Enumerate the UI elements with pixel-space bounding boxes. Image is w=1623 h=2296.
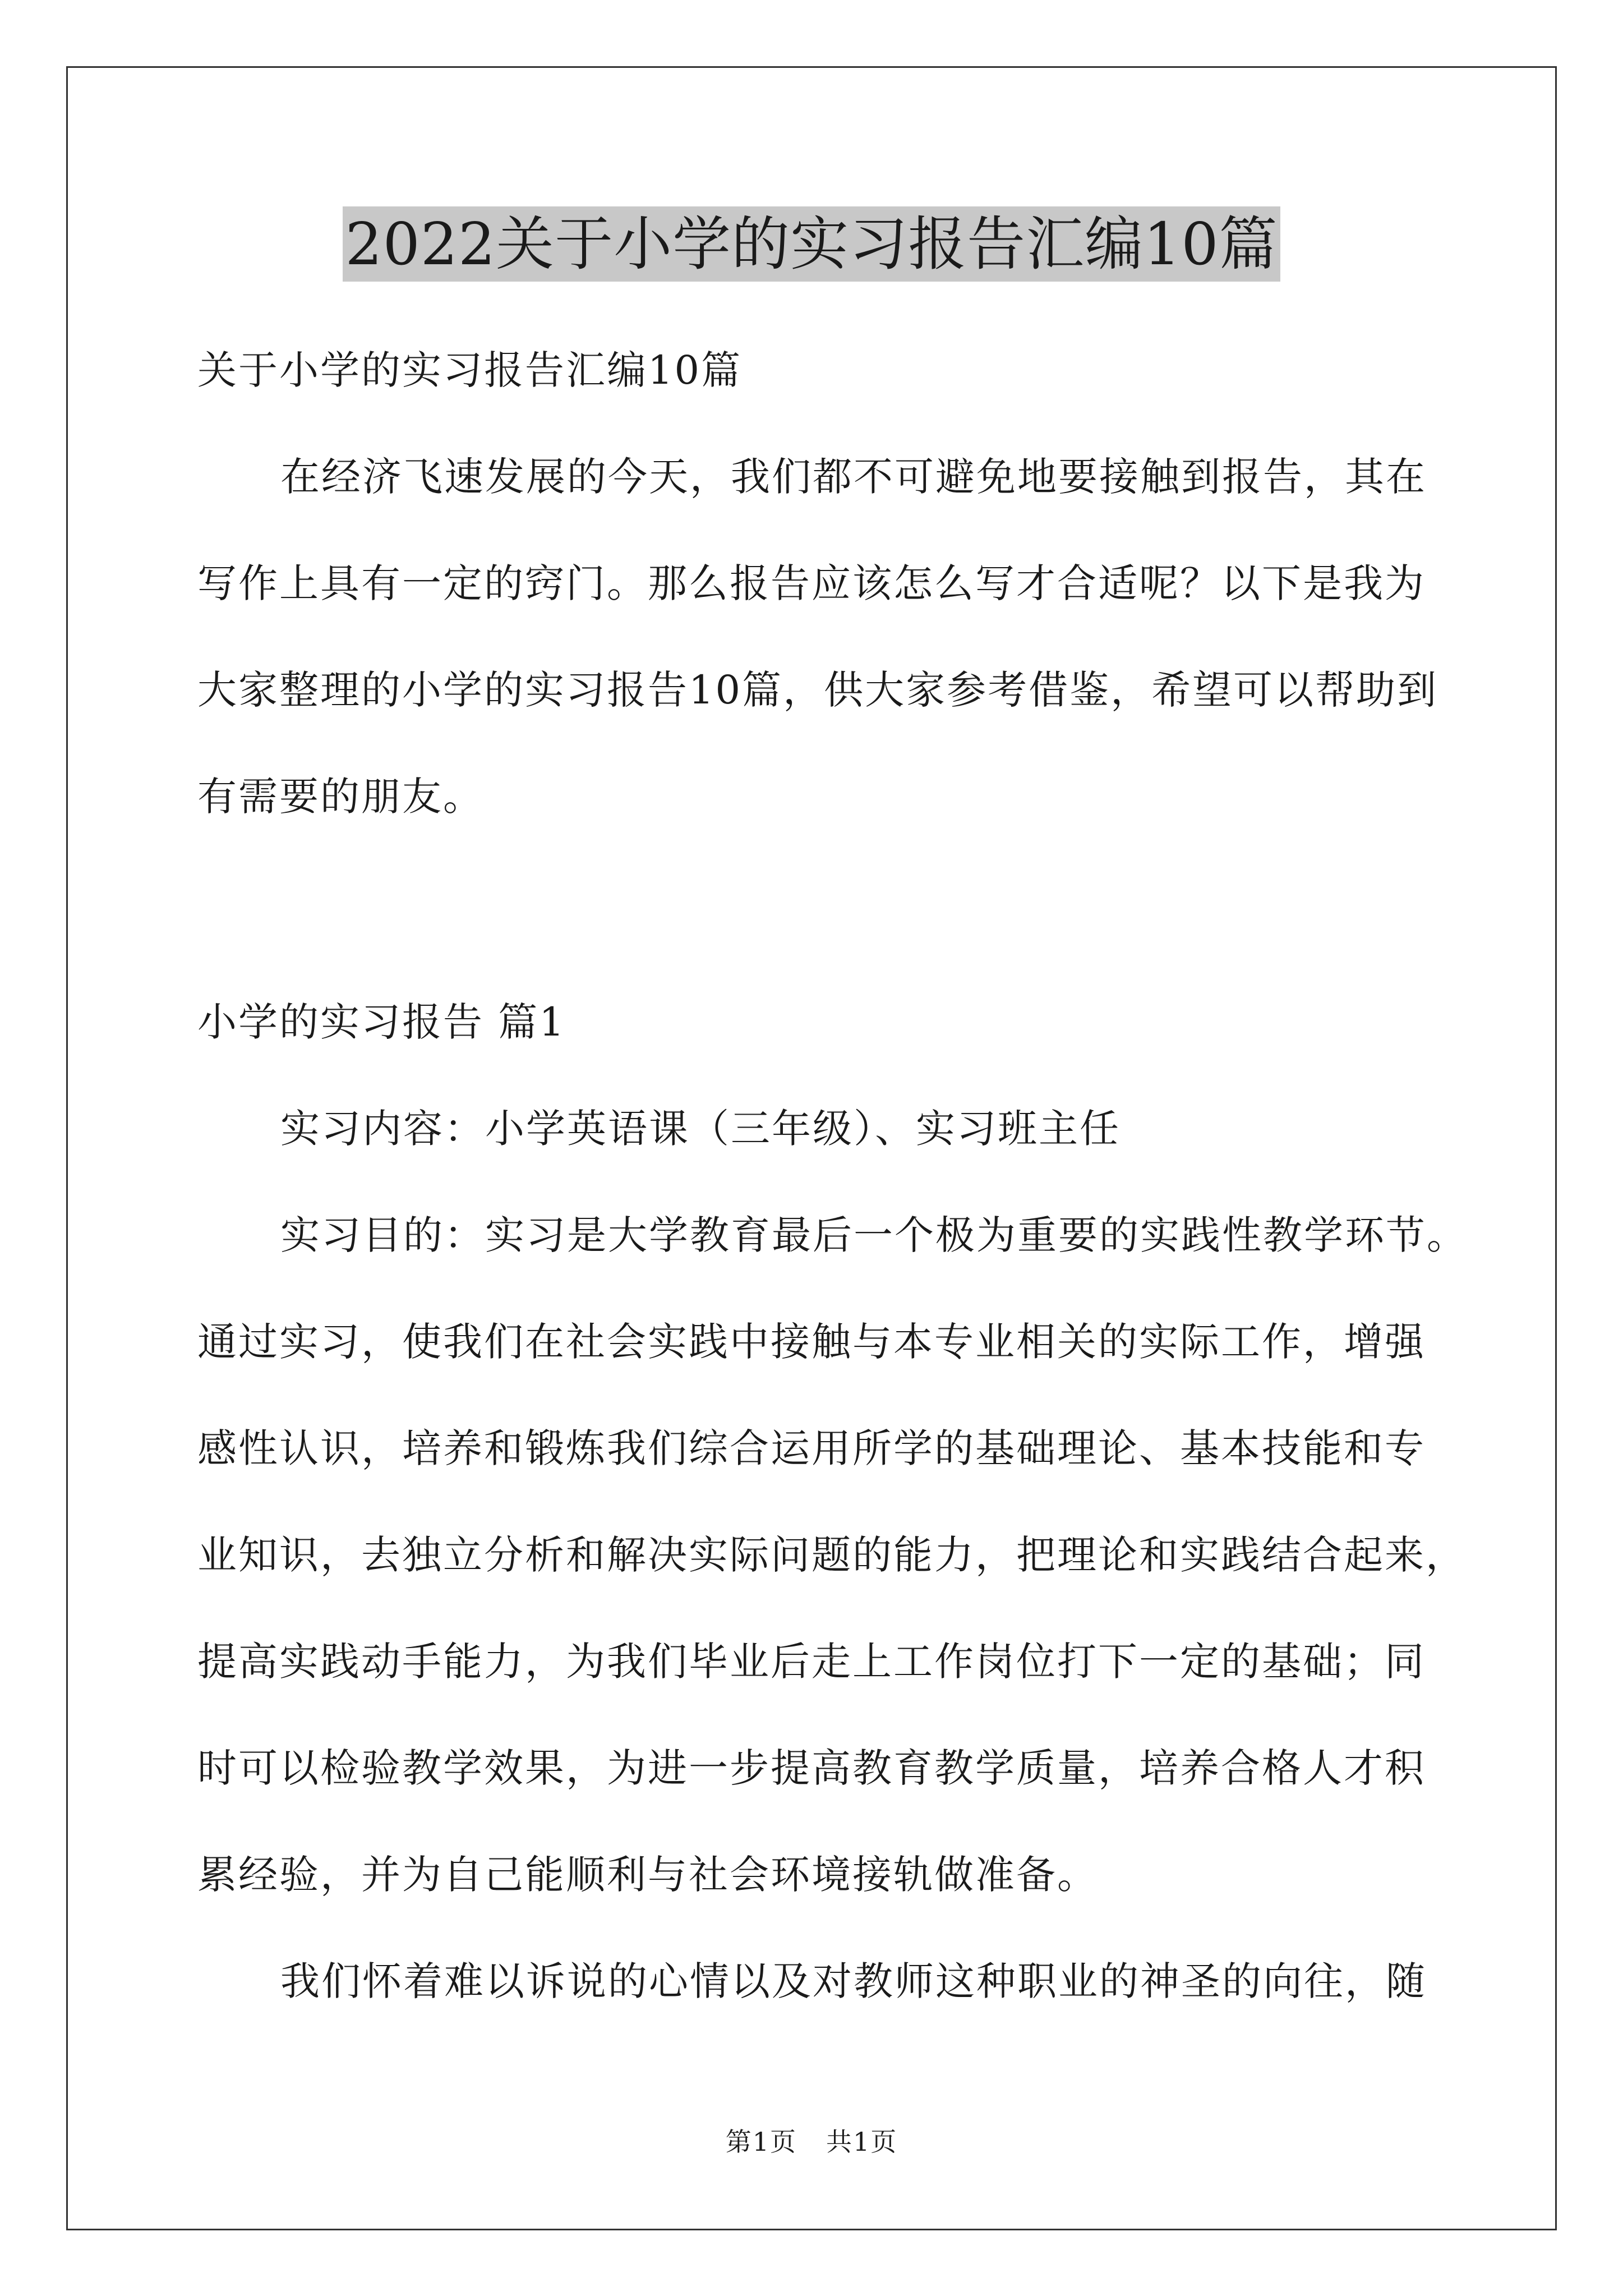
intro-paragraph-line: 在经济飞速发展的今天，我们都不可避免地要接触到报告，其在 — [280, 454, 1427, 500]
purpose-paragraph-line: 通过实习，使我们在社会实践中接触与本专业相关的实际工作，增强 — [197, 1319, 1426, 1365]
total-pages: 共1页 — [826, 2127, 898, 2157]
purpose-paragraph-line: 感性认识，培养和锻炼我们综合运用所学的基础理论、基本技能和专 — [197, 1425, 1426, 1471]
closing-paragraph-line: 我们怀着难以诉说的心情以及对教师这种职业的神圣的向往，随 — [280, 1958, 1427, 2004]
purpose-paragraph-line: 累经验，并为自己能顺利与社会环境接轨做准备。 — [197, 1852, 1098, 1898]
purpose-paragraph-line: 提高实践动手能力，为我们毕业后走上工作岗位打下一定的基础；同 — [197, 1639, 1426, 1685]
intro-paragraph-line: 写作上具有一定的窍门。那么报告应该怎么写才合适呢？以下是我为 — [197, 560, 1426, 606]
purpose-paragraph-line: 业知识，去独立分析和解决实际问题的能力，把理论和实践结合起来， — [197, 1532, 1467, 1578]
document-title-text: 2022关于小学的实习报告汇编10篇 — [343, 206, 1280, 282]
document-subtitle: 关于小学的实习报告汇编10篇 — [197, 347, 743, 393]
current-page-number: 第1页 — [725, 2127, 797, 2157]
purpose-paragraph-line: 实习目的：实习是大学教育最后一个极为重要的实践性教学环节。 — [280, 1212, 1468, 1258]
section-heading: 小学的实习报告 篇1 — [197, 999, 566, 1045]
page-footer — [0, 2125, 1623, 2159]
intro-paragraph-line: 有需要的朋友。 — [197, 774, 484, 820]
internship-content-line: 实习内容：小学英语课（三年级）、实习班主任 — [280, 1106, 1121, 1152]
document-title — [0, 205, 1623, 283]
purpose-paragraph-line: 时可以检验教学效果，为进一步提高教育教学质量，培养合格人才积 — [197, 1745, 1426, 1791]
intro-paragraph-line: 大家整理的小学的实习报告10篇，供大家参考借鉴，希望可以帮助到 — [197, 667, 1438, 713]
